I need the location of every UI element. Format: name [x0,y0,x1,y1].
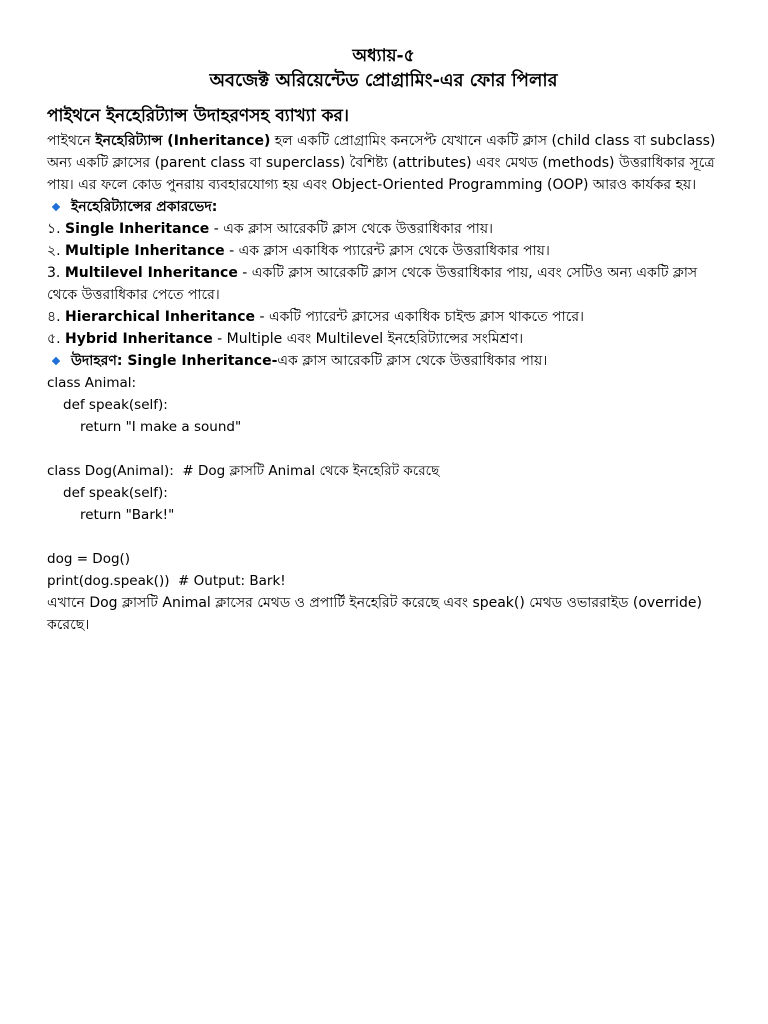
type-name: Hierarchical Inheritance [65,309,255,325]
type-number: ৫. [47,331,61,347]
type-desc: - একটি ক্লাস আরেকটি ক্লাস থেকে উত্তরাধিকার পায়, এবং সেটিও অন্য একটি ক্লাস থেকে উত্তরাধিকার পেতে পারে। [47,265,698,303]
example-heading [47,350,720,372]
types-heading [47,196,720,218]
type-item [47,328,720,350]
type-item [47,306,720,328]
type-item [47,262,720,306]
type-number: ২. [47,243,61,259]
type-name: Multiple Inheritance [65,243,225,259]
types-heading-text: ইনহেরিট্যান্সের প্রকারভেদ: [71,199,218,215]
type-name: Multilevel Inheritance [64,265,238,281]
code-line: return "Bark!" [80,507,175,523]
type-item [47,218,720,240]
type-desc: - এক ক্লাস আরেকটি ক্লাস থেকে উত্তরাধিকার পায়। [209,221,494,237]
question-heading: পাইথনে ইনহেরিট্যান্স উদাহরণসহ ব্যাখ্যা কর। [47,106,349,126]
code-line: def speak(self): [63,485,168,501]
type-desc: - এক ক্লাস একাধিক প্যারেন্ট ক্লাস থেকে উত্তরাধিকার পায়। [224,243,550,259]
type-desc: - Multiple এবং Multilevel ইনহেরিট্যান্সের সংমিশ্রণ। [212,331,524,347]
code-line: return "I make a sound" [80,419,242,435]
code-line: def speak(self): [63,397,168,413]
code-blank-line [47,438,720,460]
bullet-diamond-icon [52,357,60,365]
chapter-heading: অধ্যায়-৫ [352,46,415,66]
intro-paragraph [47,130,720,196]
explanation-paragraph: এখানে Dog ক্লাসটি Animal ক্লাসের মেথড ও প্রপার্টি ইনহেরিট করেছে এবং speak() মেথড ওভাররাইড (override) করেছে। [47,595,702,633]
code-blank-line [47,526,720,548]
code-block [47,372,720,592]
bullet-diamond-icon [52,203,60,211]
example-label: উদাহরণ: Single Inheritance- [71,353,278,369]
code-line: class Animal: [47,375,137,391]
type-number: 3. [47,265,61,281]
type-item [47,240,720,262]
code-line: class Dog(Animal): # Dog ক্লাসটি Animal থেকে ইনহেরিট করেছে [47,463,440,479]
intro-term: ইনহেরিট্যান্স (Inheritance) [95,133,271,149]
type-desc: - একটি প্যারেন্ট ক্লাসের একাধিক চাইল্ড ক্লাস থাকতে পারে। [255,309,585,325]
type-number: ১. [47,221,61,237]
code-line: dog = Dog() [47,551,131,567]
type-name: Hybrid Inheritance [65,331,213,347]
page-title: অবজেক্ট অরিয়েন্টেড প্রোগ্রামিং-এর ফোর পিলার [209,70,558,91]
type-name: Single Inheritance [65,221,210,237]
intro-rest: হল একটি প্রোগ্রামিং কনসেপ্ট যেখানে একটি ক্লাস (child class বা subclass) অন্য একটি ক্লাসের (parent class বা superclass) বৈশিষ্ট্য (attributes) এবং মেথড (methods) উত্তরাধিকার সূত্রে পায়। এর ফলে কোড পুনরায় ব্যবহারযোগ্য হয় এবং Object-Oriented Programming (OOP) আরও কার্যকর হয়। [47,133,716,193]
code-line: print(dog.speak()) # Output: Bark! [47,573,286,589]
type-number: ৪. [47,309,61,325]
example-text: এক ক্লাস আরেকটি ক্লাস থেকে উত্তরাধিকার পায়। [277,353,548,369]
intro-pre: পাইথনে [47,133,96,149]
